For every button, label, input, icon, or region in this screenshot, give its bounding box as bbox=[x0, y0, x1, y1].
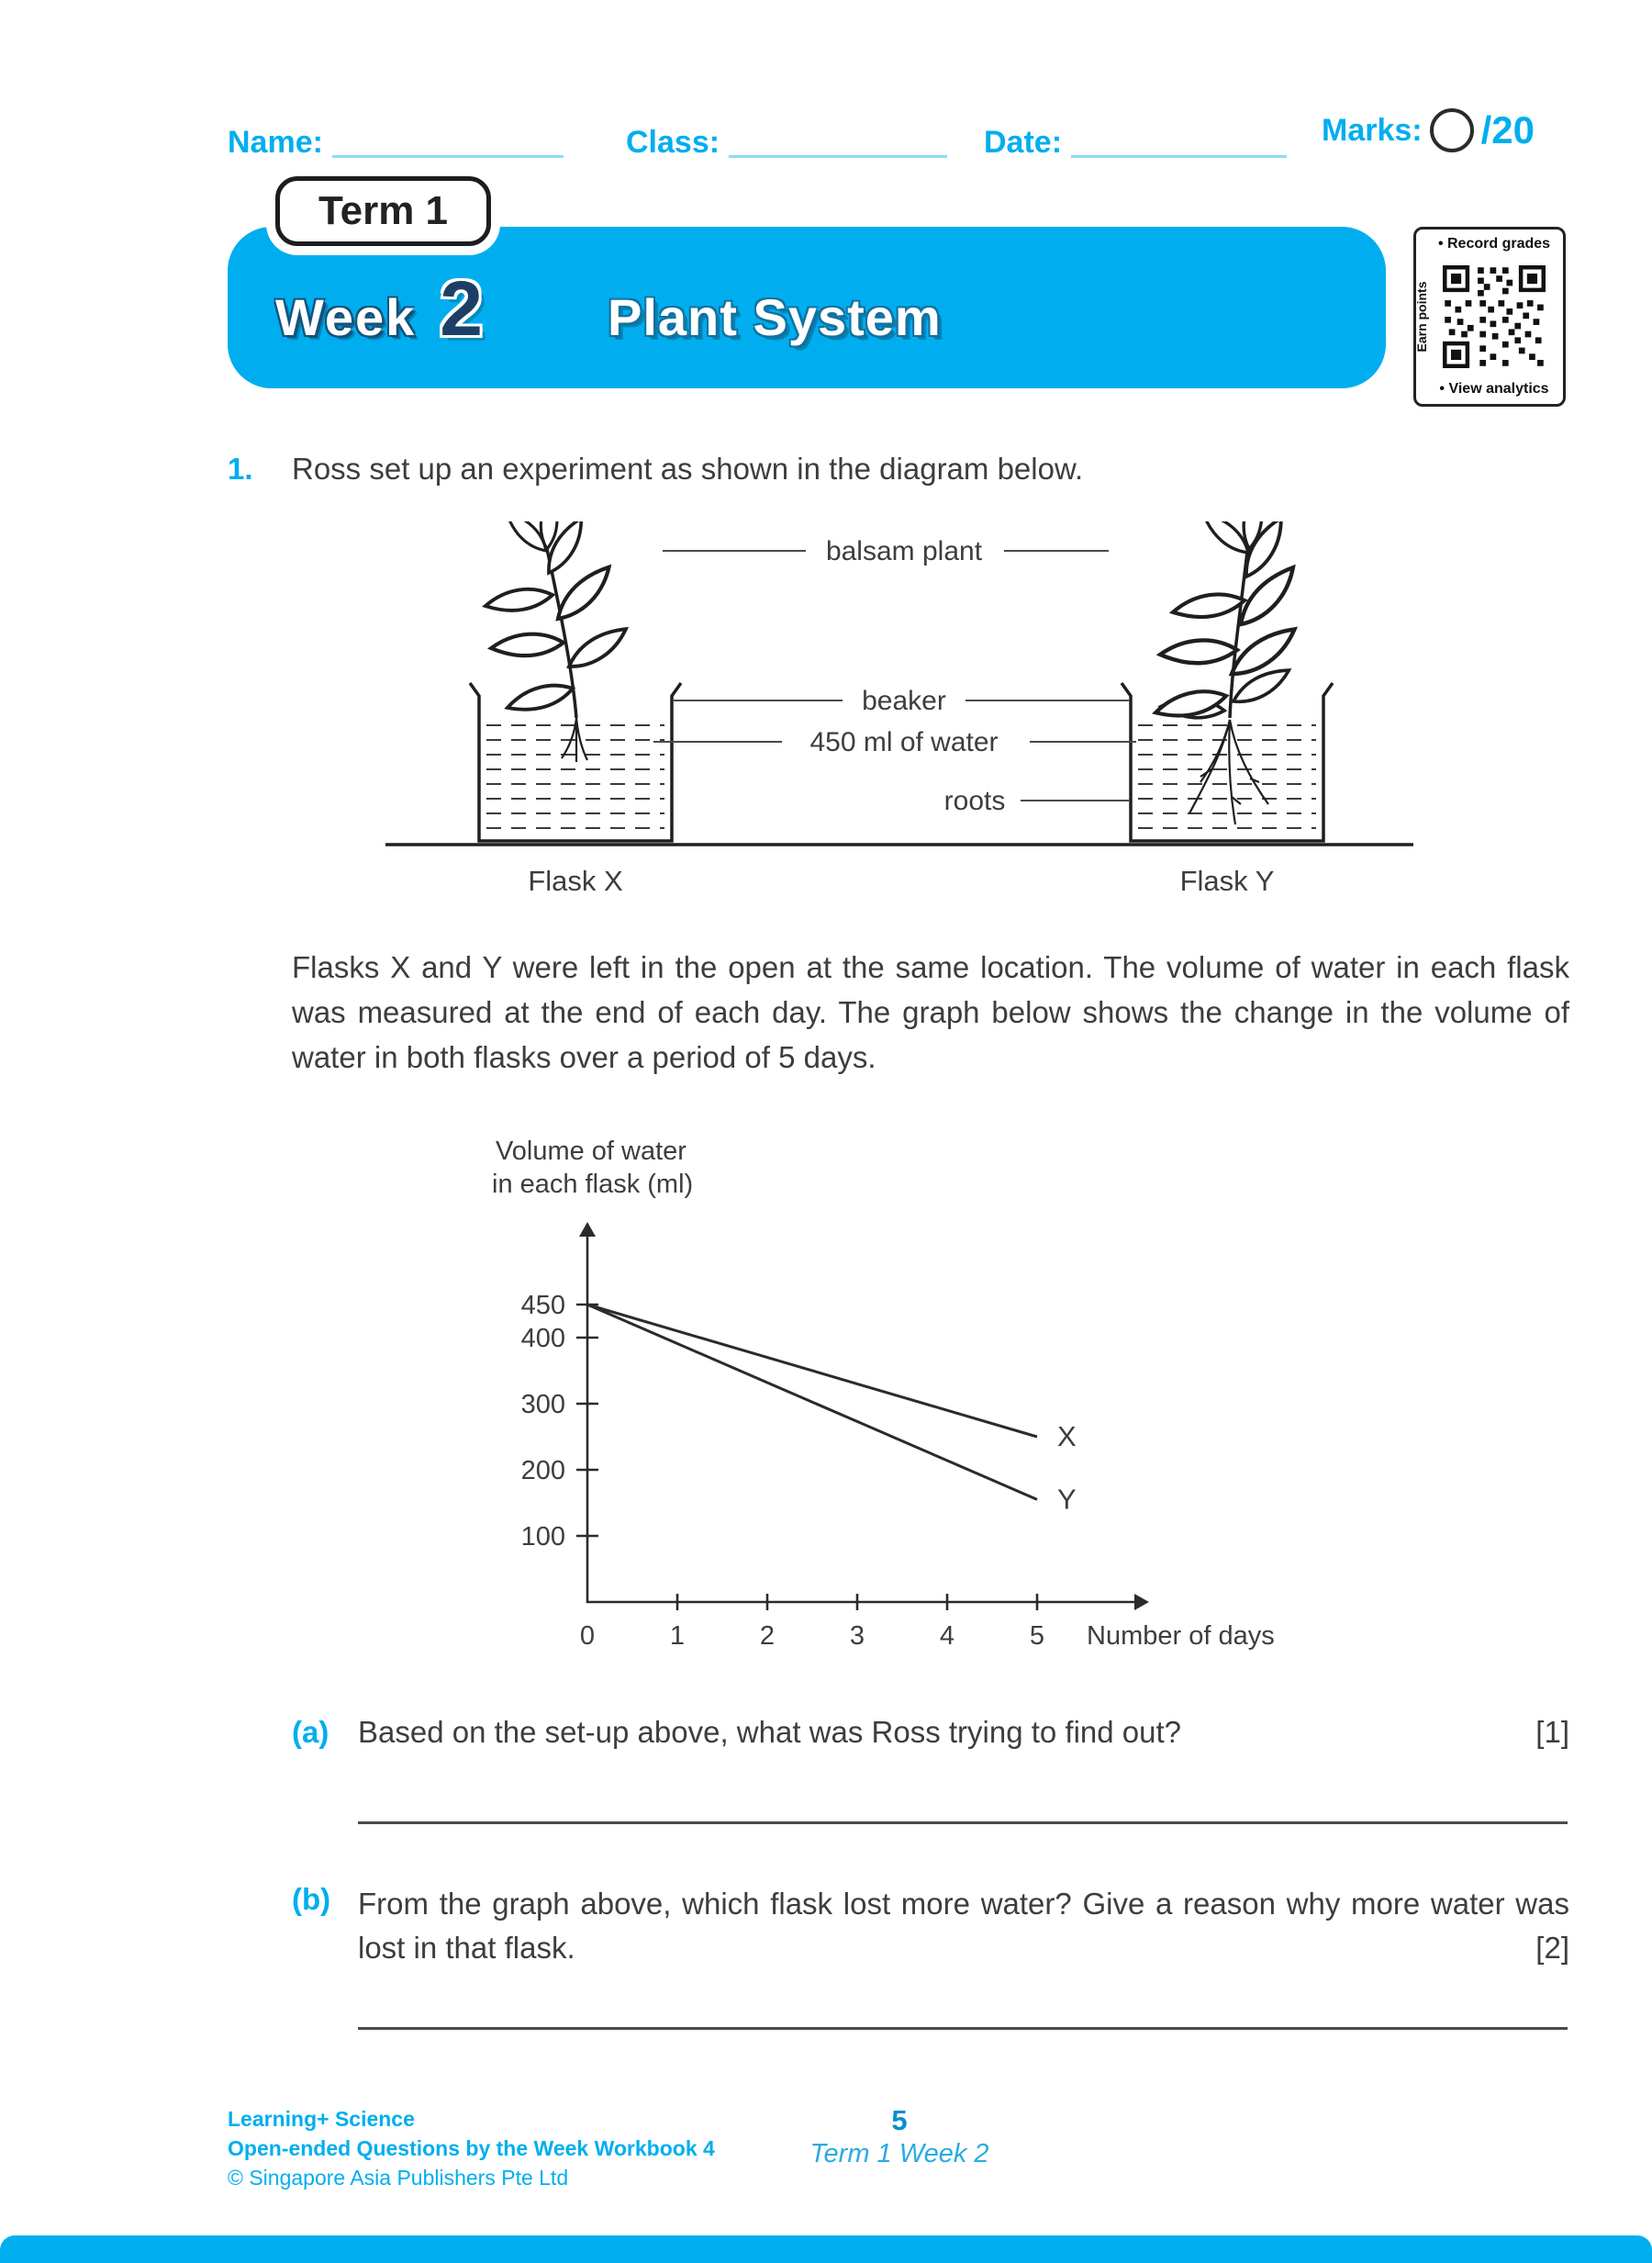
flask-x-plant bbox=[486, 521, 631, 762]
name-blank[interactable] bbox=[332, 123, 564, 158]
question-1-text: Ross set up an experiment as shown in the diagram below. bbox=[292, 452, 1084, 486]
question-a-text: Based on the set-up above, what was Ross trying to find out? bbox=[358, 1715, 1182, 1749]
water-label: 450 ml of water bbox=[809, 727, 999, 757]
qr-code bbox=[1443, 265, 1546, 368]
diagram-callouts bbox=[653, 536, 1136, 816]
week-number: 2 bbox=[440, 265, 483, 352]
name-field bbox=[228, 116, 564, 158]
qr-record-grades-label: • Record grades bbox=[1437, 236, 1551, 252]
balsam-plant-label: balsam plant bbox=[825, 536, 983, 566]
question-b-marks: [2] bbox=[1535, 1931, 1569, 1965]
svg-text:4: 4 bbox=[939, 1621, 955, 1651]
question-b-letter: (b) bbox=[292, 1882, 331, 1916]
page-number: 5 bbox=[891, 2104, 908, 2136]
svg-text:200: 200 bbox=[520, 1456, 565, 1485]
marks-score-circle[interactable] bbox=[1430, 108, 1474, 152]
question-a-marks: [1] bbox=[1535, 1715, 1569, 1749]
marks-total: /20 bbox=[1480, 108, 1535, 151]
beaker-label: beaker bbox=[862, 686, 946, 716]
svg-text:400: 400 bbox=[520, 1324, 565, 1353]
flask-y-caption: Flask Y bbox=[1179, 865, 1275, 897]
svg-text:100: 100 bbox=[520, 1522, 565, 1552]
flask-y-plant bbox=[1155, 521, 1306, 824]
svg-text:2: 2 bbox=[759, 1621, 776, 1651]
flask-y-water bbox=[1138, 725, 1316, 828]
chapter-title: Plant System bbox=[608, 288, 942, 346]
svg-text:X: X bbox=[1057, 1420, 1077, 1452]
class-field bbox=[626, 116, 947, 158]
experiment-diagram bbox=[367, 521, 1432, 916]
footer-series: Learning+ Science bbox=[228, 2107, 415, 2131]
experiment-paragraph: Flasks X and Y were left in the open at the same location. The volume of water in each flask was measured at the end of each day. The graph below shows the change in the volume of water in both flasks over a period of 5 days. bbox=[292, 950, 1569, 1074]
date-blank[interactable] bbox=[1071, 123, 1287, 158]
bottom-accent-bar bbox=[0, 2235, 1652, 2263]
answer-line-b[interactable] bbox=[358, 2027, 1568, 2030]
marks-label: Marks: bbox=[1322, 113, 1423, 148]
svg-text:450: 450 bbox=[520, 1291, 565, 1320]
marks-field bbox=[1322, 108, 1535, 152]
week-banner bbox=[228, 227, 1386, 388]
x-axis-title: Number of days bbox=[1087, 1621, 1275, 1651]
question-1-number: 1. bbox=[228, 452, 253, 486]
class-label: Class: bbox=[626, 125, 720, 160]
footer-book-title: Open-ended Questions by the Week Workbook 4 bbox=[228, 2136, 715, 2161]
y-axis-title-line2: in each flask (ml) bbox=[492, 1170, 694, 1199]
question-a bbox=[292, 1715, 1569, 1750]
week-label: Week bbox=[275, 288, 417, 346]
class-blank[interactable] bbox=[729, 123, 947, 158]
answer-line-a[interactable] bbox=[358, 1821, 1568, 1824]
question-1 bbox=[228, 452, 1569, 487]
svg-text:300: 300 bbox=[520, 1390, 565, 1419]
qr-earn-points-label: Earn points bbox=[1414, 281, 1429, 353]
date-field bbox=[984, 116, 1287, 158]
qr-view-analytics-label: • View analytics bbox=[1439, 381, 1549, 397]
roots-label: roots bbox=[943, 786, 1006, 816]
flask-x-caption: Flask X bbox=[528, 865, 623, 897]
water-volume-graph bbox=[459, 1134, 1340, 1712]
name-label: Name: bbox=[228, 125, 323, 160]
question-a-letter: (a) bbox=[292, 1715, 329, 1749]
svg-text:3: 3 bbox=[849, 1621, 865, 1651]
svg-text:5: 5 bbox=[1029, 1621, 1045, 1651]
svg-text:Y: Y bbox=[1057, 1483, 1077, 1516]
date-label: Date: bbox=[984, 125, 1063, 160]
question-b bbox=[292, 1882, 1569, 1970]
flask-y-beaker bbox=[1122, 683, 1333, 841]
term-badge: Term 1 bbox=[275, 176, 491, 246]
flask-y-roots bbox=[1189, 720, 1268, 824]
footer-page-block bbox=[147, 2104, 1652, 2169]
qr-panel bbox=[1413, 227, 1566, 407]
page-term-week: Term 1 Week 2 bbox=[809, 2139, 989, 2168]
svg-text:1: 1 bbox=[669, 1621, 686, 1651]
y-axis-title-line1: Volume of water bbox=[496, 1137, 686, 1166]
svg-text:0: 0 bbox=[579, 1621, 596, 1651]
footer-publisher: © Singapore Asia Publishers Pte Ltd bbox=[228, 2166, 569, 2190]
question-b-text: From the graph above, which flask lost more water? Give a reason why more water was lost in that flask. bbox=[358, 1887, 1569, 1965]
